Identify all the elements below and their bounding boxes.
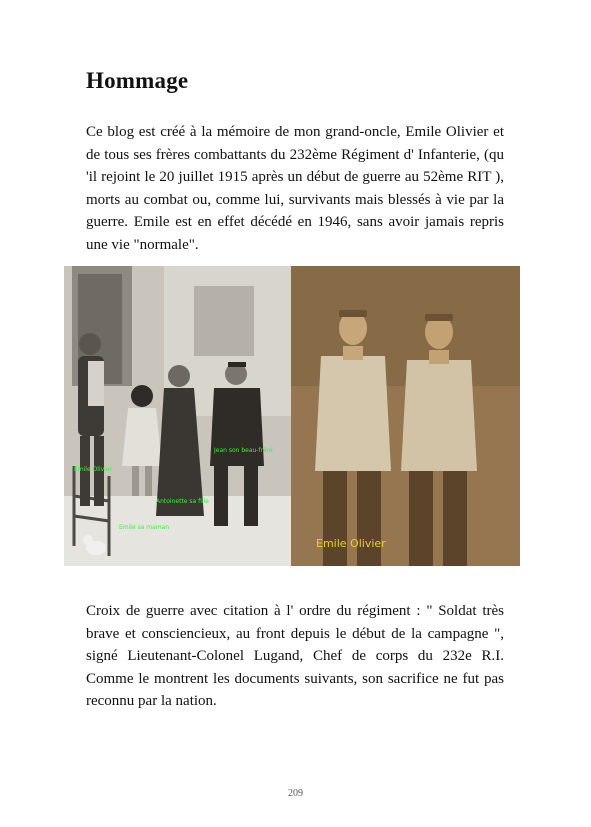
citation-paragraph: Croix de guerre avec citation à l' ordre du régiment : " Soldat très brave et consciencieux, au front depuis le début de la campagne ", signé Lieutenant-Colonel Lugand, Chef de corps du 232e R.I. Comme le montrent les documents suivants, son sacrifice ne fut pas reconnu par la nation.	[86, 603, 504, 709]
label-emile: Emile Olivier	[74, 466, 113, 473]
label-maman: Emile sa maman	[119, 524, 170, 531]
intro-paragraph: Ce blog est créé à la mémoire de mon grand-oncle, Emile Olivier et de tous ses frères combattants du 232ème Régiment d' Infanterie, (qu 'il rejoint le 20 juillet 1915 après un début de guerre au 52ème RIT ), morts au combat ou, comme lui, survivants mais blessés à vie par la guerre. Emile est en effet décédé en 1946, sans avoir jamais repris une vie "normale".	[86, 124, 504, 253]
family-photo	[64, 266, 291, 566]
page-number: 209	[288, 788, 303, 799]
photo-pair	[64, 266, 520, 566]
soldiers-photo-illustration	[291, 266, 520, 566]
emile-olivier-caption: Emile Olivier	[316, 537, 386, 550]
page-title: Hommage	[86, 68, 189, 93]
label-antoinette: Antoinette sa fille	[156, 498, 209, 505]
soldiers-photo	[291, 266, 520, 566]
label-jean: Jean son beau-frère	[214, 447, 273, 454]
family-photo-illustration	[64, 266, 291, 566]
